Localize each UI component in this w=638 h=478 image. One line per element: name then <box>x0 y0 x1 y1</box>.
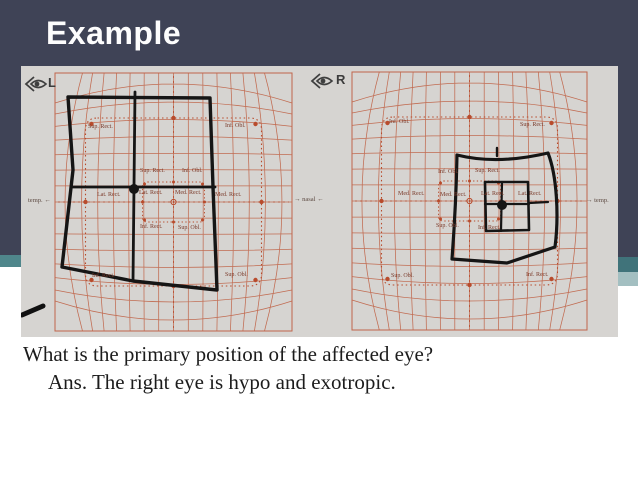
eye-icon-right <box>310 71 334 91</box>
muscle-label: Med. Rect. <box>398 191 425 197</box>
muscle-label: Inf. Obl. <box>438 169 459 175</box>
teal-accent-strip-right-light <box>617 272 638 286</box>
left-eye-letter: L <box>48 75 56 90</box>
teal-accent-strip-left <box>0 255 21 267</box>
muscle-label: Inf. Rect. <box>92 273 115 279</box>
muscle-label: Inf. Obl. <box>225 123 246 129</box>
temporal-axis-label-left: temp. ← <box>28 197 51 204</box>
muscle-label: Sup. Obl. <box>436 223 459 229</box>
muscle-label: Sup. Obl. <box>225 272 248 278</box>
muscle-label: Sup. Rect. <box>475 168 500 174</box>
muscle-label: Med. Rect. <box>215 192 242 198</box>
answer-text: Ans. The right eye is hypo and exotropic. <box>48 370 396 394</box>
temporal-axis-label-right: → temp. <box>586 197 609 204</box>
right-eye-field-plot <box>452 148 557 263</box>
muscle-label: Sup. Rect. <box>140 168 165 174</box>
teal-accent-strip-right <box>617 257 638 272</box>
eye-icon-left <box>24 74 48 94</box>
muscle-label: Inf. Rect. <box>478 225 501 231</box>
right-eye-letter: R <box>336 72 346 87</box>
muscle-label: Sup. Rect. <box>520 122 545 128</box>
hess-chart-figure <box>21 66 618 337</box>
slide-title: Example <box>46 15 182 51</box>
muscle-label: Lat. Rect. <box>518 191 542 197</box>
muscle-label: Inf. Obl. <box>182 168 203 174</box>
question-text: What is the primary position of the affected eye? <box>23 342 434 366</box>
muscle-label: Sup. Obl. <box>178 225 201 231</box>
nasal-axis-label: → nasal ← <box>294 196 324 203</box>
muscle-label: Lat. Rect. <box>97 192 121 198</box>
pen-mark <box>22 306 43 315</box>
muscle-label: Med. Rect. <box>440 192 467 198</box>
muscle-label: Lat. Rect. <box>139 190 163 196</box>
muscle-label: Sup. Rect. <box>88 124 113 130</box>
muscle-label: Inf. Obl. <box>389 119 410 125</box>
muscle-label: Sup. Obl. <box>391 273 414 279</box>
muscle-label: Inf. Rect. <box>526 272 549 278</box>
muscle-label: Lat. Rect. <box>481 191 505 197</box>
muscle-label: Med. Rect. <box>175 190 202 196</box>
muscle-label: Inf. Rect. <box>140 224 163 230</box>
